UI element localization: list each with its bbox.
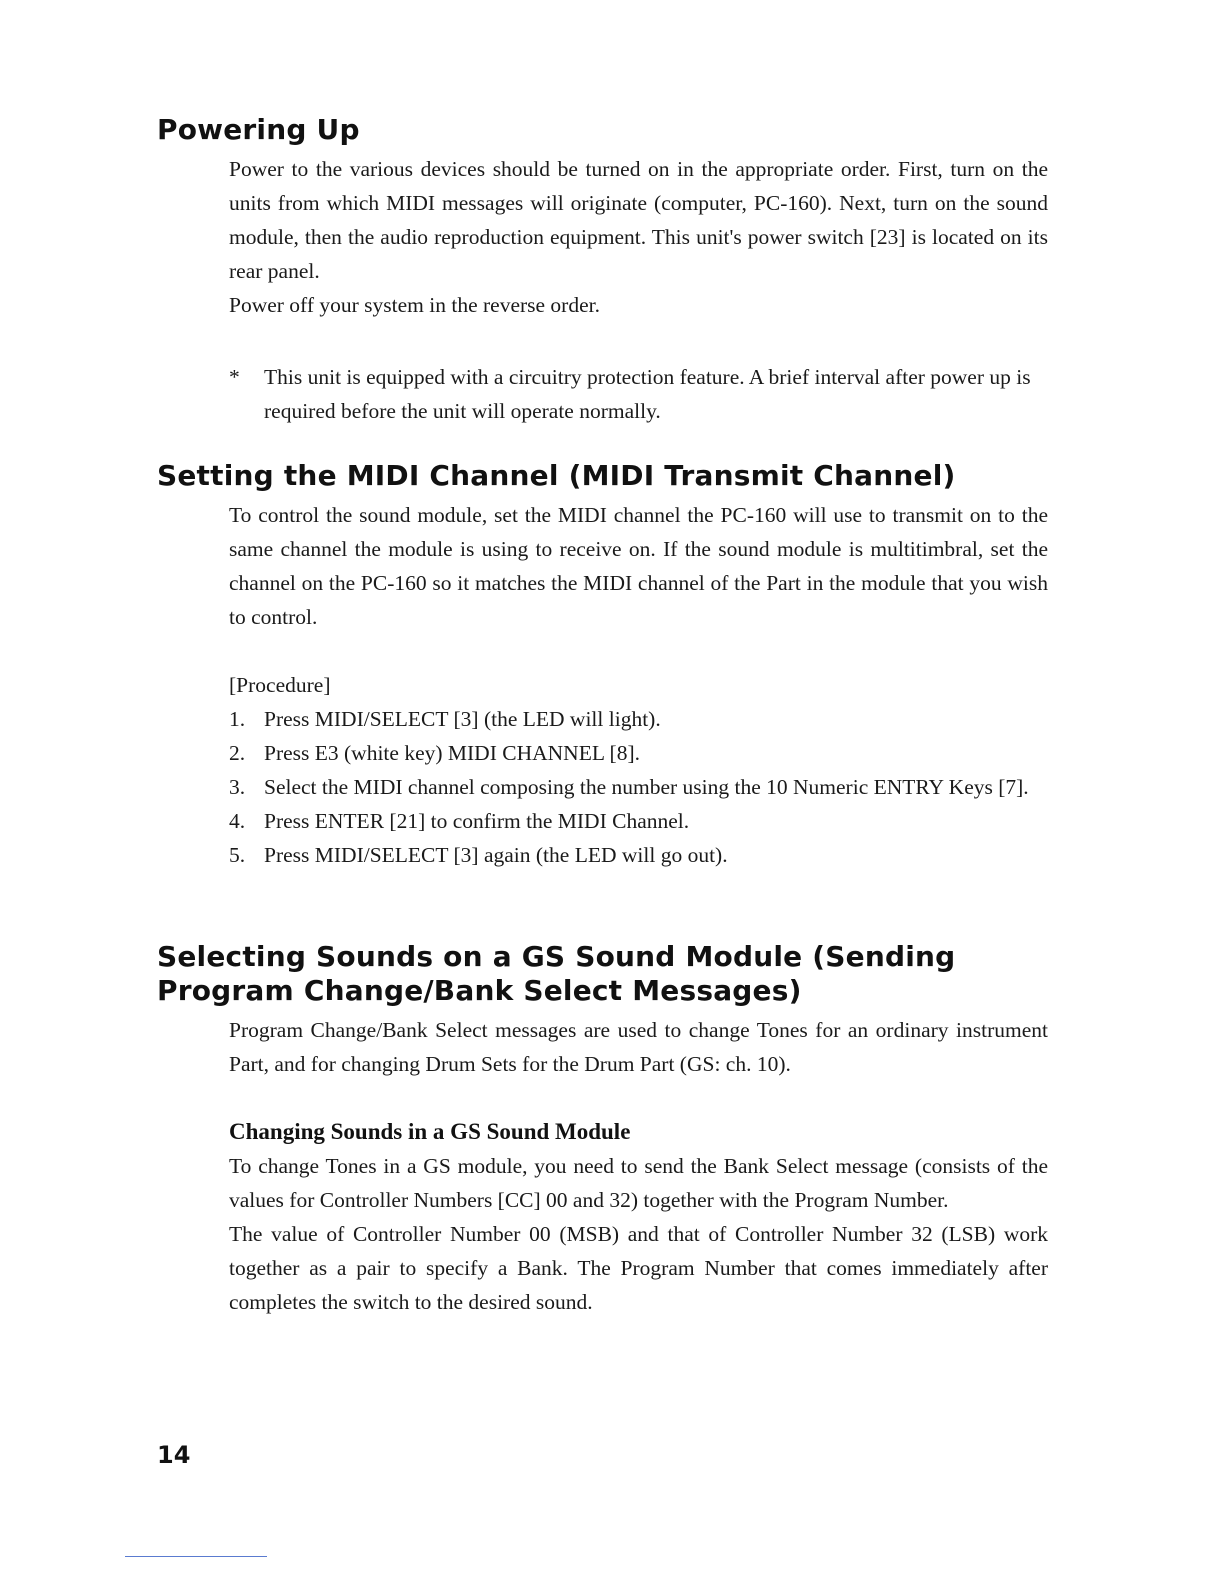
procedure-step <box>229 770 1048 804</box>
heading-selecting-sounds-line-1: Selecting Sounds on a GS Sound Module (Sending <box>157 940 956 973</box>
protection-note <box>229 360 1048 428</box>
changing-sounds-paragraph-2: The value of Controller Number 00 (MSB) and that of Controller Number 32 (LSB) work together as a pair to specify a Bank. The Program Number that comes immediately after completes the switch to the desired sound. <box>229 1222 1048 1314</box>
step-text: Press MIDI/SELECT [3] again (the LED will go out). <box>264 843 728 867</box>
procedure-steps <box>229 702 1048 872</box>
step-number: 1. <box>229 707 246 731</box>
heading-selecting-sounds <box>157 940 955 1008</box>
selecting-sounds-paragraph: Program Change/Bank Select messages are used to change Tones for an ordinary instrument Part, and for changing Drum Sets for the Drum Part (GS: ch. 10). <box>229 1018 1048 1076</box>
step-number: 4. <box>229 809 246 833</box>
procedure-step <box>229 702 1048 736</box>
midi-channel-paragraph: To control the sound module, set the MIDI channel the PC-160 will use to transmit on to the same channel the module is using to receive on. If the sound module is multitimbral, set the channel on the PC-160 so it matches the MIDI channel of the Part in the module that you wish to control. <box>229 503 1048 629</box>
step-number: 2. <box>229 741 246 765</box>
heading-midi-channel: Setting the MIDI Channel (MIDI Transmit Channel) <box>157 459 956 492</box>
note-text: This unit is equipped with a circuitry protection feature. A brief interval after power up is required before the unit will operate normally. <box>264 365 1031 423</box>
subheading-changing-sounds: Changing Sounds in a GS Sound Module <box>229 1119 631 1144</box>
powering-off-paragraph: Power off your system in the reverse order. <box>229 293 600 317</box>
step-text: Select the MIDI channel composing the number using the 10 Numeric ENTRY Keys [7]. <box>264 775 1029 799</box>
step-number: 3. <box>229 775 246 799</box>
note-asterisk: * <box>229 365 240 389</box>
powering-up-body <box>229 152 1048 322</box>
step-text: Press ENTER [21] to confirm the MIDI Channel. <box>264 809 690 833</box>
procedure-label: [Procedure] <box>229 673 331 697</box>
step-text: Press MIDI/SELECT [3] (the LED will light). <box>264 707 661 731</box>
changing-sounds-paragraph-1: To change Tones in a GS module, you need to send the Bank Select message (consists of the values for Controller Numbers [CC] 00 and 32) together with the Program Number. <box>229 1154 1048 1212</box>
procedure-step <box>229 736 1048 770</box>
heading-powering-up: Powering Up <box>157 113 360 146</box>
step-number: 5. <box>229 843 246 867</box>
heading-selecting-sounds-line-2: Program Change/Bank Select Messages) <box>157 974 802 1007</box>
procedure-step <box>229 838 1048 872</box>
footer-rule <box>125 1556 267 1557</box>
selecting-sounds-body <box>229 1013 1048 1319</box>
page-number: 14 <box>157 1441 191 1469</box>
midi-channel-body <box>229 498 1048 872</box>
powering-up-paragraph: Power to the various devices should be turned on in the appropriate order. First, turn on the units from which MIDI messages will originate (computer, PC-160). Next, turn on the sound module, then the audio reproduction equipment. This unit's power switch [23] is located on its rear panel. <box>229 157 1048 283</box>
step-text: Press E3 (white key) MIDI CHANNEL [8]. <box>264 741 640 765</box>
procedure-step <box>229 804 1048 838</box>
